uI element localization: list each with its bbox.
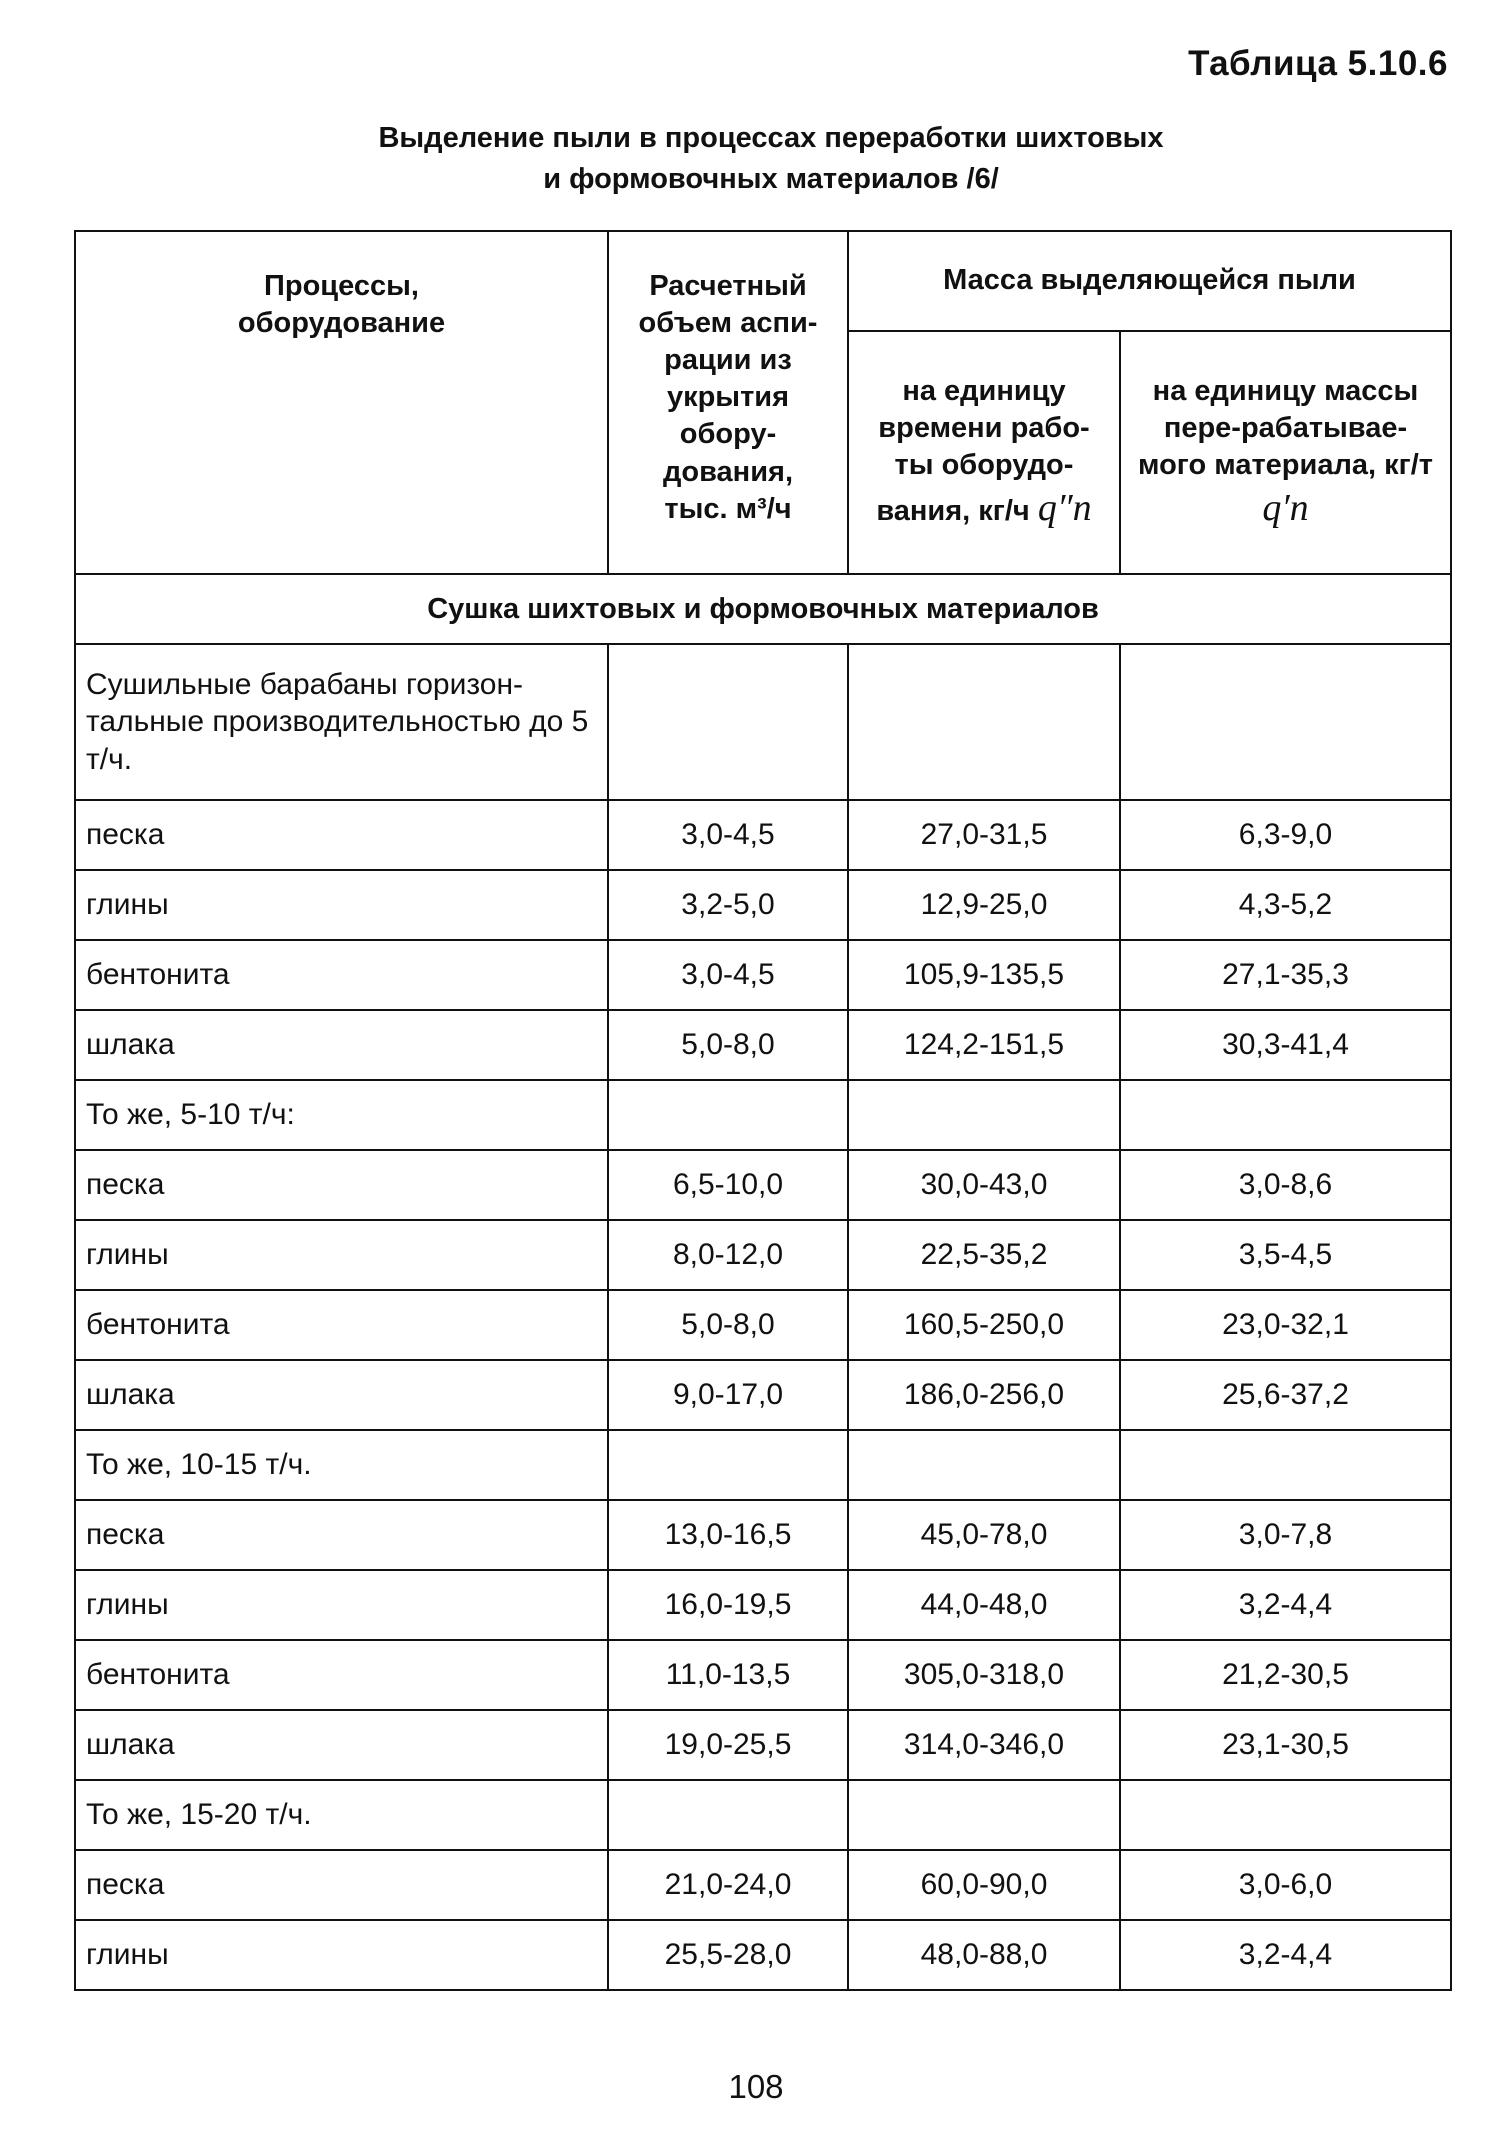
table-row	[75, 1710, 1451, 1780]
row-per-time-cell: 45,0-78,0	[848, 1500, 1120, 1570]
q-double-prime-symbol: q″п	[1037, 486, 1092, 529]
row-per-time-cell: 22,5-35,2	[848, 1220, 1120, 1290]
caption-line-2: и формовочных материалов /6/	[543, 162, 999, 195]
table-row	[75, 1780, 1451, 1850]
table-row	[75, 1500, 1451, 1570]
table-row	[75, 1080, 1451, 1150]
section-row	[75, 574, 1451, 644]
page-number: 108	[728, 2068, 784, 2105]
row-name-cell: шлака	[75, 1010, 608, 1080]
dust-emission-table	[74, 230, 1452, 1991]
row-volume-cell: 6,5-10,0	[608, 1150, 848, 1220]
row-per-mass-cell	[1120, 1080, 1451, 1150]
row-per-time-cell: 27,0-31,5	[848, 800, 1120, 870]
row-volume-cell: 3,0-4,5	[608, 800, 848, 870]
row-name-cell: глины	[75, 1220, 608, 1290]
row-per-mass-cell: 4,3-5,2	[1120, 870, 1451, 940]
section-title: Сушка шихтовых и формовочных материалов	[75, 574, 1451, 644]
row-volume-cell	[608, 1430, 848, 1500]
row-volume-cell: 11,0-13,5	[608, 1640, 848, 1710]
row-per-mass-cell: 23,0-32,1	[1120, 1290, 1451, 1360]
row-per-mass-cell: 30,3-41,4	[1120, 1010, 1451, 1080]
row-per-mass-cell	[1120, 1780, 1451, 1850]
header-per-mass	[1120, 331, 1451, 574]
header-per-time-text: на единицу времени рабо-ты оборудо-вания, кг/ч	[876, 374, 1090, 527]
table-row	[75, 1640, 1451, 1710]
header-volume	[608, 231, 848, 574]
row-name-cell: глины	[75, 1920, 608, 1990]
header-per-time	[848, 331, 1120, 574]
row-name-cell: То же, 15-20 т/ч.	[75, 1780, 608, 1850]
row-per-mass-cell: 6,3-9,0	[1120, 800, 1451, 870]
row-name-cell: глины	[75, 870, 608, 940]
table-row	[75, 1570, 1451, 1640]
row-name-cell: песка	[75, 1150, 608, 1220]
row-per-time-cell: 30,0-43,0	[848, 1150, 1120, 1220]
row-name-cell: шлака	[75, 1360, 608, 1430]
header-mass-group: Масса выделяющейся пыли	[848, 231, 1451, 331]
row-volume-cell: 8,0-12,0	[608, 1220, 848, 1290]
table-row	[75, 1360, 1451, 1430]
table-row	[75, 1920, 1451, 1990]
q-prime-symbol: q′п	[1262, 486, 1309, 529]
row-per-time-cell: 160,5-250,0	[848, 1290, 1120, 1360]
row-volume-cell: 25,5-28,0	[608, 1920, 848, 1990]
caption-line-1: Выделение пыли в процессах переработки шихтовых	[378, 122, 1164, 154]
row-name-cell: бентонита	[75, 1290, 608, 1360]
table-row	[75, 800, 1451, 870]
table-caption	[0, 118, 1512, 199]
row-volume-cell	[608, 1080, 848, 1150]
row-name-cell: глины	[75, 1570, 608, 1640]
row-name-cell: Сушильные барабаны горизон-тальные производительностью до 5 т/ч.	[75, 644, 608, 800]
row-per-time-cell: 314,0-346,0	[848, 1710, 1120, 1780]
row-per-time-cell: 105,9-135,5	[848, 940, 1120, 1010]
row-per-mass-cell	[1120, 644, 1451, 800]
row-per-mass-cell: 3,0-7,8	[1120, 1500, 1451, 1570]
row-volume-cell: 5,0-8,0	[608, 1290, 848, 1360]
row-per-time-cell: 44,0-48,0	[848, 1570, 1120, 1640]
row-per-mass-cell: 3,2-4,4	[1120, 1570, 1451, 1640]
header-process	[75, 231, 608, 574]
table-row	[75, 940, 1451, 1010]
row-volume-cell: 5,0-8,0	[608, 1010, 848, 1080]
row-volume-cell: 13,0-16,5	[608, 1500, 848, 1570]
row-name-cell: песка	[75, 800, 608, 870]
row-volume-cell: 19,0-25,5	[608, 1710, 848, 1780]
row-name-cell: песка	[75, 1500, 608, 1570]
row-volume-cell	[608, 1780, 848, 1850]
row-name-cell: шлака	[75, 1710, 608, 1780]
row-per-time-cell: 48,0-88,0	[848, 1920, 1120, 1990]
row-per-time-cell: 186,0-256,0	[848, 1360, 1120, 1430]
row-per-mass-cell: 27,1-35,3	[1120, 940, 1451, 1010]
row-per-mass-cell: 23,1-30,5	[1120, 1710, 1451, 1780]
row-per-mass-cell: 21,2-30,5	[1120, 1640, 1451, 1710]
row-name-cell: бентонита	[75, 940, 608, 1010]
row-per-time-cell: 305,0-318,0	[848, 1640, 1120, 1710]
row-name-cell: бентонита	[75, 1640, 608, 1710]
row-volume-cell: 3,2-5,0	[608, 870, 848, 940]
table-number-label: Таблица 5.10.6	[1188, 44, 1448, 83]
table-row	[75, 1220, 1451, 1290]
row-per-mass-cell: 3,0-8,6	[1120, 1150, 1451, 1220]
table-row	[75, 1290, 1451, 1360]
row-per-mass-cell	[1120, 1430, 1451, 1500]
row-per-time-cell	[848, 644, 1120, 800]
row-per-mass-cell: 3,5-4,5	[1120, 1220, 1451, 1290]
table-row	[75, 870, 1451, 940]
header-per-mass-text: на единицу массы пере-рабатывае-мого материала, кг/т	[1138, 374, 1433, 481]
table-row	[75, 644, 1451, 800]
table-row	[75, 1430, 1451, 1500]
row-volume-cell: 9,0-17,0	[608, 1360, 848, 1430]
row-per-mass-cell: 3,0-6,0	[1120, 1850, 1451, 1920]
row-volume-cell	[608, 644, 848, 800]
header-row-top	[75, 231, 1451, 331]
table-row	[75, 1850, 1451, 1920]
header-process-text: Процессы, оборудование	[237, 270, 446, 340]
row-per-time-cell: 12,9-25,0	[848, 870, 1120, 940]
row-name-cell: То же, 10-15 т/ч.	[75, 1430, 608, 1500]
row-per-time-cell	[848, 1080, 1120, 1150]
table-row	[75, 1150, 1451, 1220]
table-row	[75, 1010, 1451, 1080]
row-per-time-cell: 124,2-151,5	[848, 1010, 1120, 1080]
row-per-time-cell	[848, 1430, 1120, 1500]
row-volume-cell: 21,0-24,0	[608, 1850, 848, 1920]
header-volume-text: Расчетный объем аспи-рации из укрытия обору-дования, тыс. м³/ч	[638, 270, 818, 525]
row-name-cell: песка	[75, 1850, 608, 1920]
row-per-time-cell: 60,0-90,0	[848, 1850, 1120, 1920]
row-per-time-cell	[848, 1780, 1120, 1850]
row-per-mass-cell: 25,6-37,2	[1120, 1360, 1451, 1430]
row-volume-cell: 3,0-4,5	[608, 940, 848, 1010]
row-volume-cell: 16,0-19,5	[608, 1570, 848, 1640]
row-name-cell: То же, 5-10 т/ч:	[75, 1080, 608, 1150]
row-per-mass-cell: 3,2-4,4	[1120, 1920, 1451, 1990]
